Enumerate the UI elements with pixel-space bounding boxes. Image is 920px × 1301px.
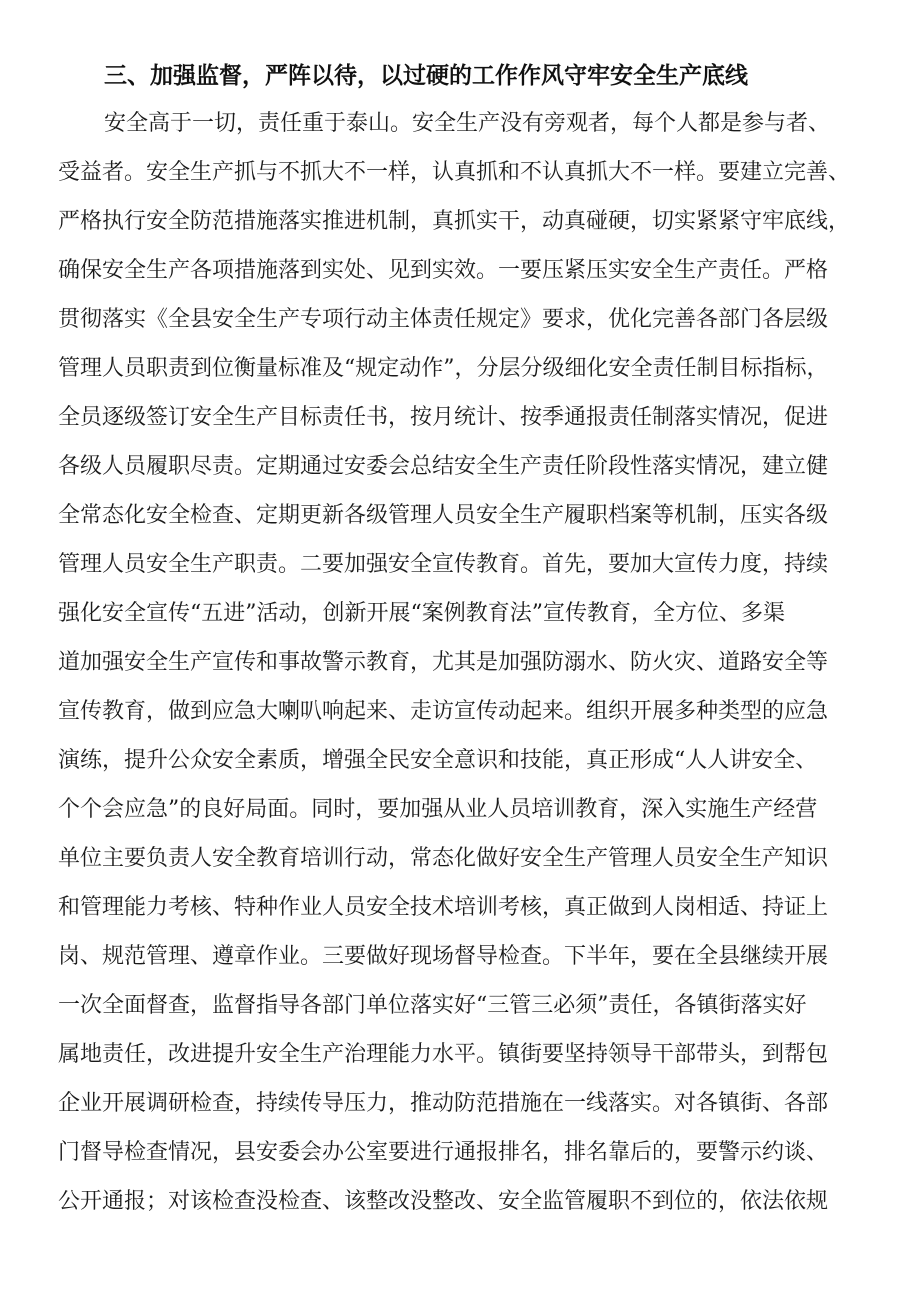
- paragraph-line: 全常态化安全检查、定期更新各级管理人员安全生产履职档案等机制，压实各级: [58, 503, 829, 528]
- paragraph-line: 全员逐级签订安全生产目标责任书，按月统计、按季通报责任制落实情况，促进: [58, 405, 829, 430]
- paragraph-line: 各级人员履职尽责。定期通过安委会总结安全生产责任阶段性落实情况，建立健: [58, 454, 829, 479]
- paragraph-line: 严格执行安全防范措施落实推进机制，真抓实干，动真碰硬，切实紧紧守牢底线，: [58, 209, 851, 234]
- paragraph-line: 一次全面督查，监督指导各部门单位落实好“三管三必须”责任，各镇街落实好: [58, 993, 807, 1018]
- section-heading: 三、加强监督，严阵以待，以过硬的工作作风守牢安全生产底线: [104, 63, 748, 89]
- paragraph-line: 个个会应急”的良好局面。同时，要加强从业人员培训教育，深入实施生产经营: [58, 797, 818, 822]
- paragraph-line: 确保安全生产各项措施落到实处、见到实效。一要压紧压实安全生产责任。严格: [58, 258, 829, 283]
- paragraph-line: 贯彻落实《全县安全生产专项行动主体责任规定》要求，优化完善各部门各层级: [58, 307, 829, 332]
- paragraph-line: 安全高于一切，责任重于泰山。安全生产没有旁观者，每个人都是参与者、: [104, 111, 831, 136]
- paragraph-line: 演练，提升公众安全素质，增强全民安全意识和技能，真正形成“人人讲安全、: [58, 748, 818, 773]
- paragraph-line: 管理人员职责到位衡量标准及“规定动作”，分层分级细化安全责任制目标指标，: [58, 356, 829, 381]
- paragraph-line: 门督导检查情况，县安委会办公室要进行通报排名，排名靠后的，要警示约谈、: [58, 1140, 829, 1165]
- paragraph-line: 道加强安全生产宣传和事故警示教育，尤其是加强防溺水、防火灾、道路安全等: [58, 650, 829, 675]
- paragraph-line: 企业开展调研检查，持续传导压力，推动防范措施在一线落实。对各镇街、各部: [58, 1091, 829, 1116]
- paragraph-line: 公开通报；对该检查没检查、该整改没整改、安全监管履职不到位的，依法依规: [58, 1189, 829, 1214]
- paragraph-line: 岗、规范管理、遵章作业。三要做好现场督导检查。下半年，要在全县继续开展: [58, 944, 829, 969]
- paragraph-line: 宣传教育，做到应急大喇叭响起来、走访宣传动起来。组织开展多种类型的应急: [58, 699, 829, 724]
- paragraph-line: 和管理能力考核、特种作业人员安全技术培训考核，真正做到人岗相适、持证上: [58, 895, 829, 920]
- paragraph-line: 强化安全宣传“五进”活动，创新开展“案例教育法”宣传教育，全方位、多渠: [58, 601, 785, 626]
- paragraph-line: 属地责任，改进提升安全生产治理能力水平。镇街要坚持领导干部带头，到帮包: [58, 1042, 829, 1067]
- paragraph-line: 单位主要负责人安全教育培训行动，常态化做好安全生产管理人员安全生产知识: [58, 846, 829, 871]
- paragraph-line: 受益者。安全生产抓与不抓大不一样，认真抓和不认真抓大不一样。要建立完善、: [58, 160, 851, 185]
- paragraph-line: 管理人员安全生产职责。二要加强安全宣传教育。首先，要加大宣传力度，持续: [58, 552, 829, 577]
